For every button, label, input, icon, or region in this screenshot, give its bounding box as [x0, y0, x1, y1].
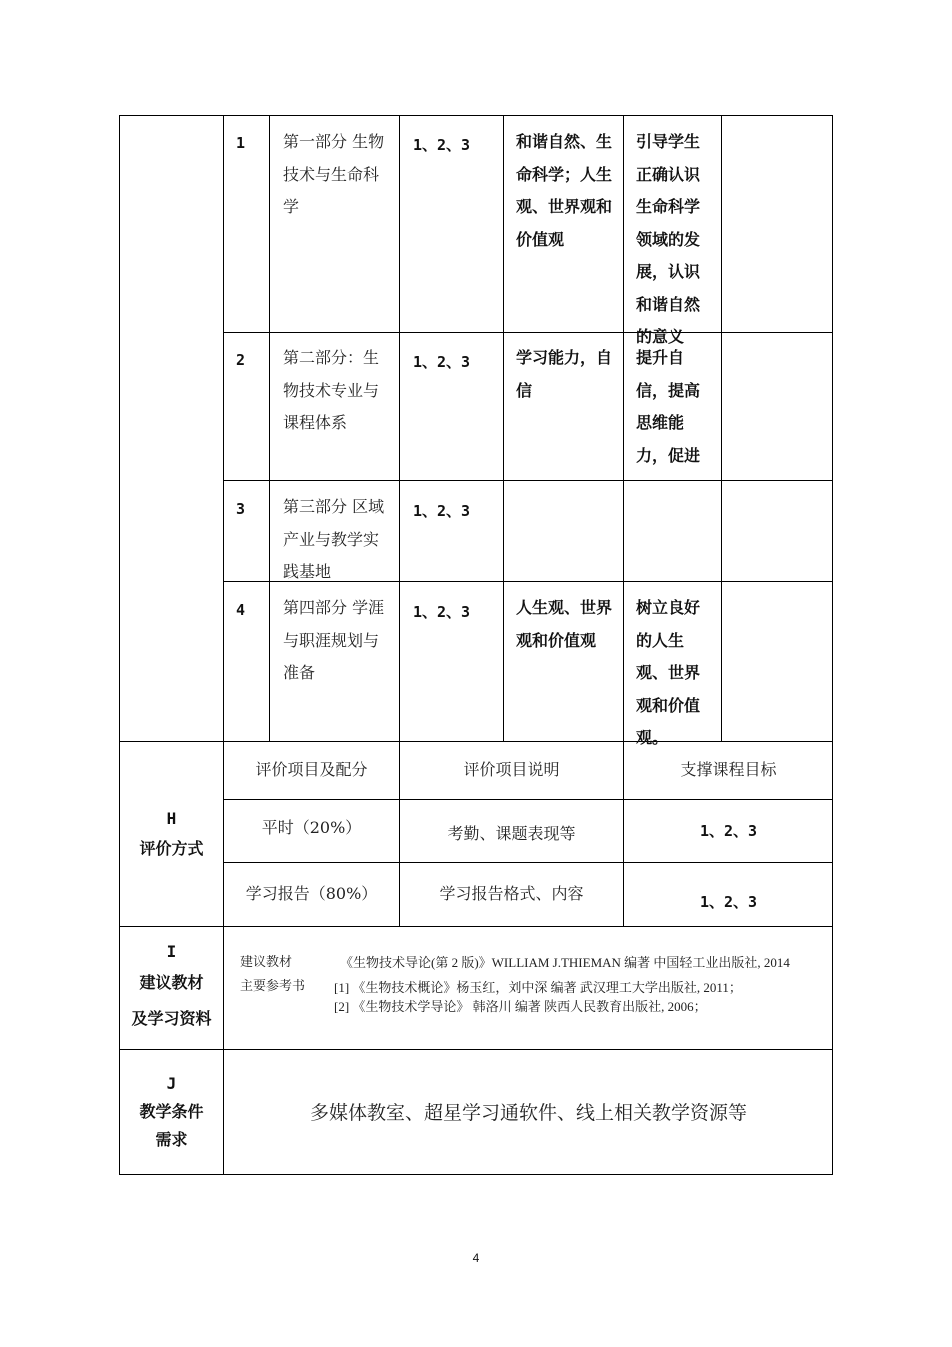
reference-entry: [2] 《生物技术学导论》 韩洛川 编著 陕西人民教育出版社, 2006； — [334, 999, 707, 1014]
topic-title: 第四部分 学涯与职涯规划与准备 — [283, 598, 385, 682]
col-divider — [623, 115, 624, 741]
topic-ideology: 和谐自然、生命科学；人生观、世界观和价值观 — [516, 132, 613, 249]
col-divider — [269, 115, 270, 741]
topic-objectives: 1、2、3 — [413, 603, 471, 621]
col-divider — [399, 115, 400, 741]
eval-target: 1、2、3 — [699, 893, 758, 911]
eval-header-target: 支撑课程目标 — [680, 760, 777, 780]
row-divider — [223, 332, 833, 333]
col-divider — [503, 115, 504, 741]
topic-title: 第一部分 生物技术与生命科学 — [283, 132, 385, 216]
textbook-entry: 《生物技术导论(第 2 版)》WILLIAM J.THIEMAN 编著 中国轻工业出版社, 2014 — [340, 955, 790, 970]
topic-title: 第三部分 区域产业与教学实践基地 — [283, 497, 385, 581]
topic-ideology: 学习能力，自信 — [516, 348, 613, 400]
eval-header-item: 评价项目及配分 — [255, 760, 368, 780]
section-letter: J — [166, 1074, 177, 1093]
section-i-label — [120, 927, 223, 1049]
eval-item: 平时（20%） — [261, 817, 362, 837]
topic-title: 第二部分：生物技术专业与课程体系 — [283, 348, 380, 432]
topic-objectives: 1、2、3 — [413, 136, 471, 154]
page-number: 4 — [472, 1251, 480, 1265]
textbook-label: 建议教材 — [240, 955, 293, 970]
col-divider — [223, 115, 224, 1175]
topic-objectives: 1、2、3 — [413, 502, 471, 520]
reference-entry: [1] 《生物技术概论》杨玉红，刘中深 编著 武汉理工大学出版社, 2011； — [334, 980, 742, 995]
row-divider — [223, 480, 833, 481]
section-h-label — [120, 742, 223, 926]
eval-desc: 考勤、课题表现等 — [447, 823, 576, 843]
section-j-label — [120, 1050, 223, 1174]
section-letter: I — [166, 942, 177, 961]
topic-objectives: 1、2、3 — [413, 353, 471, 371]
section-title: 及学习资料 — [131, 1009, 212, 1028]
topic-method: 树立良好的人生观、世界观和价值观。 — [636, 598, 701, 747]
topic-number: 2 — [236, 351, 246, 369]
col-divider — [721, 115, 722, 741]
section-title: 需求 — [155, 1130, 188, 1149]
eval-target: 1、2、3 — [699, 821, 758, 840]
topic-method: 提升自信，提高思维能力，促进 — [636, 348, 701, 465]
eval-desc: 学习报告格式、内容 — [439, 884, 584, 904]
eval-header-desc: 评价项目说明 — [463, 760, 560, 780]
eval-item: 学习报告（80%） — [245, 884, 378, 904]
refs-label: 主要参考书 — [240, 979, 306, 994]
topic-number: 3 — [236, 500, 246, 518]
section-title: 教学条件 — [139, 1102, 204, 1121]
topic-method: 引导学生正确认识生命科学领域的发展，认识和谐自然的意义 — [636, 132, 701, 346]
section-title: 建议教材 — [139, 973, 204, 992]
conditions-text: 多媒体教室、超星学习通软件、线上相关教学资源等 — [309, 1101, 747, 1124]
section-letter: H — [166, 809, 177, 828]
topic-number: 1 — [236, 134, 246, 152]
topic-number: 4 — [236, 601, 246, 619]
topic-ideology: 人生观、世界观和价值观 — [516, 598, 613, 650]
section-title: 评价方式 — [139, 839, 204, 858]
